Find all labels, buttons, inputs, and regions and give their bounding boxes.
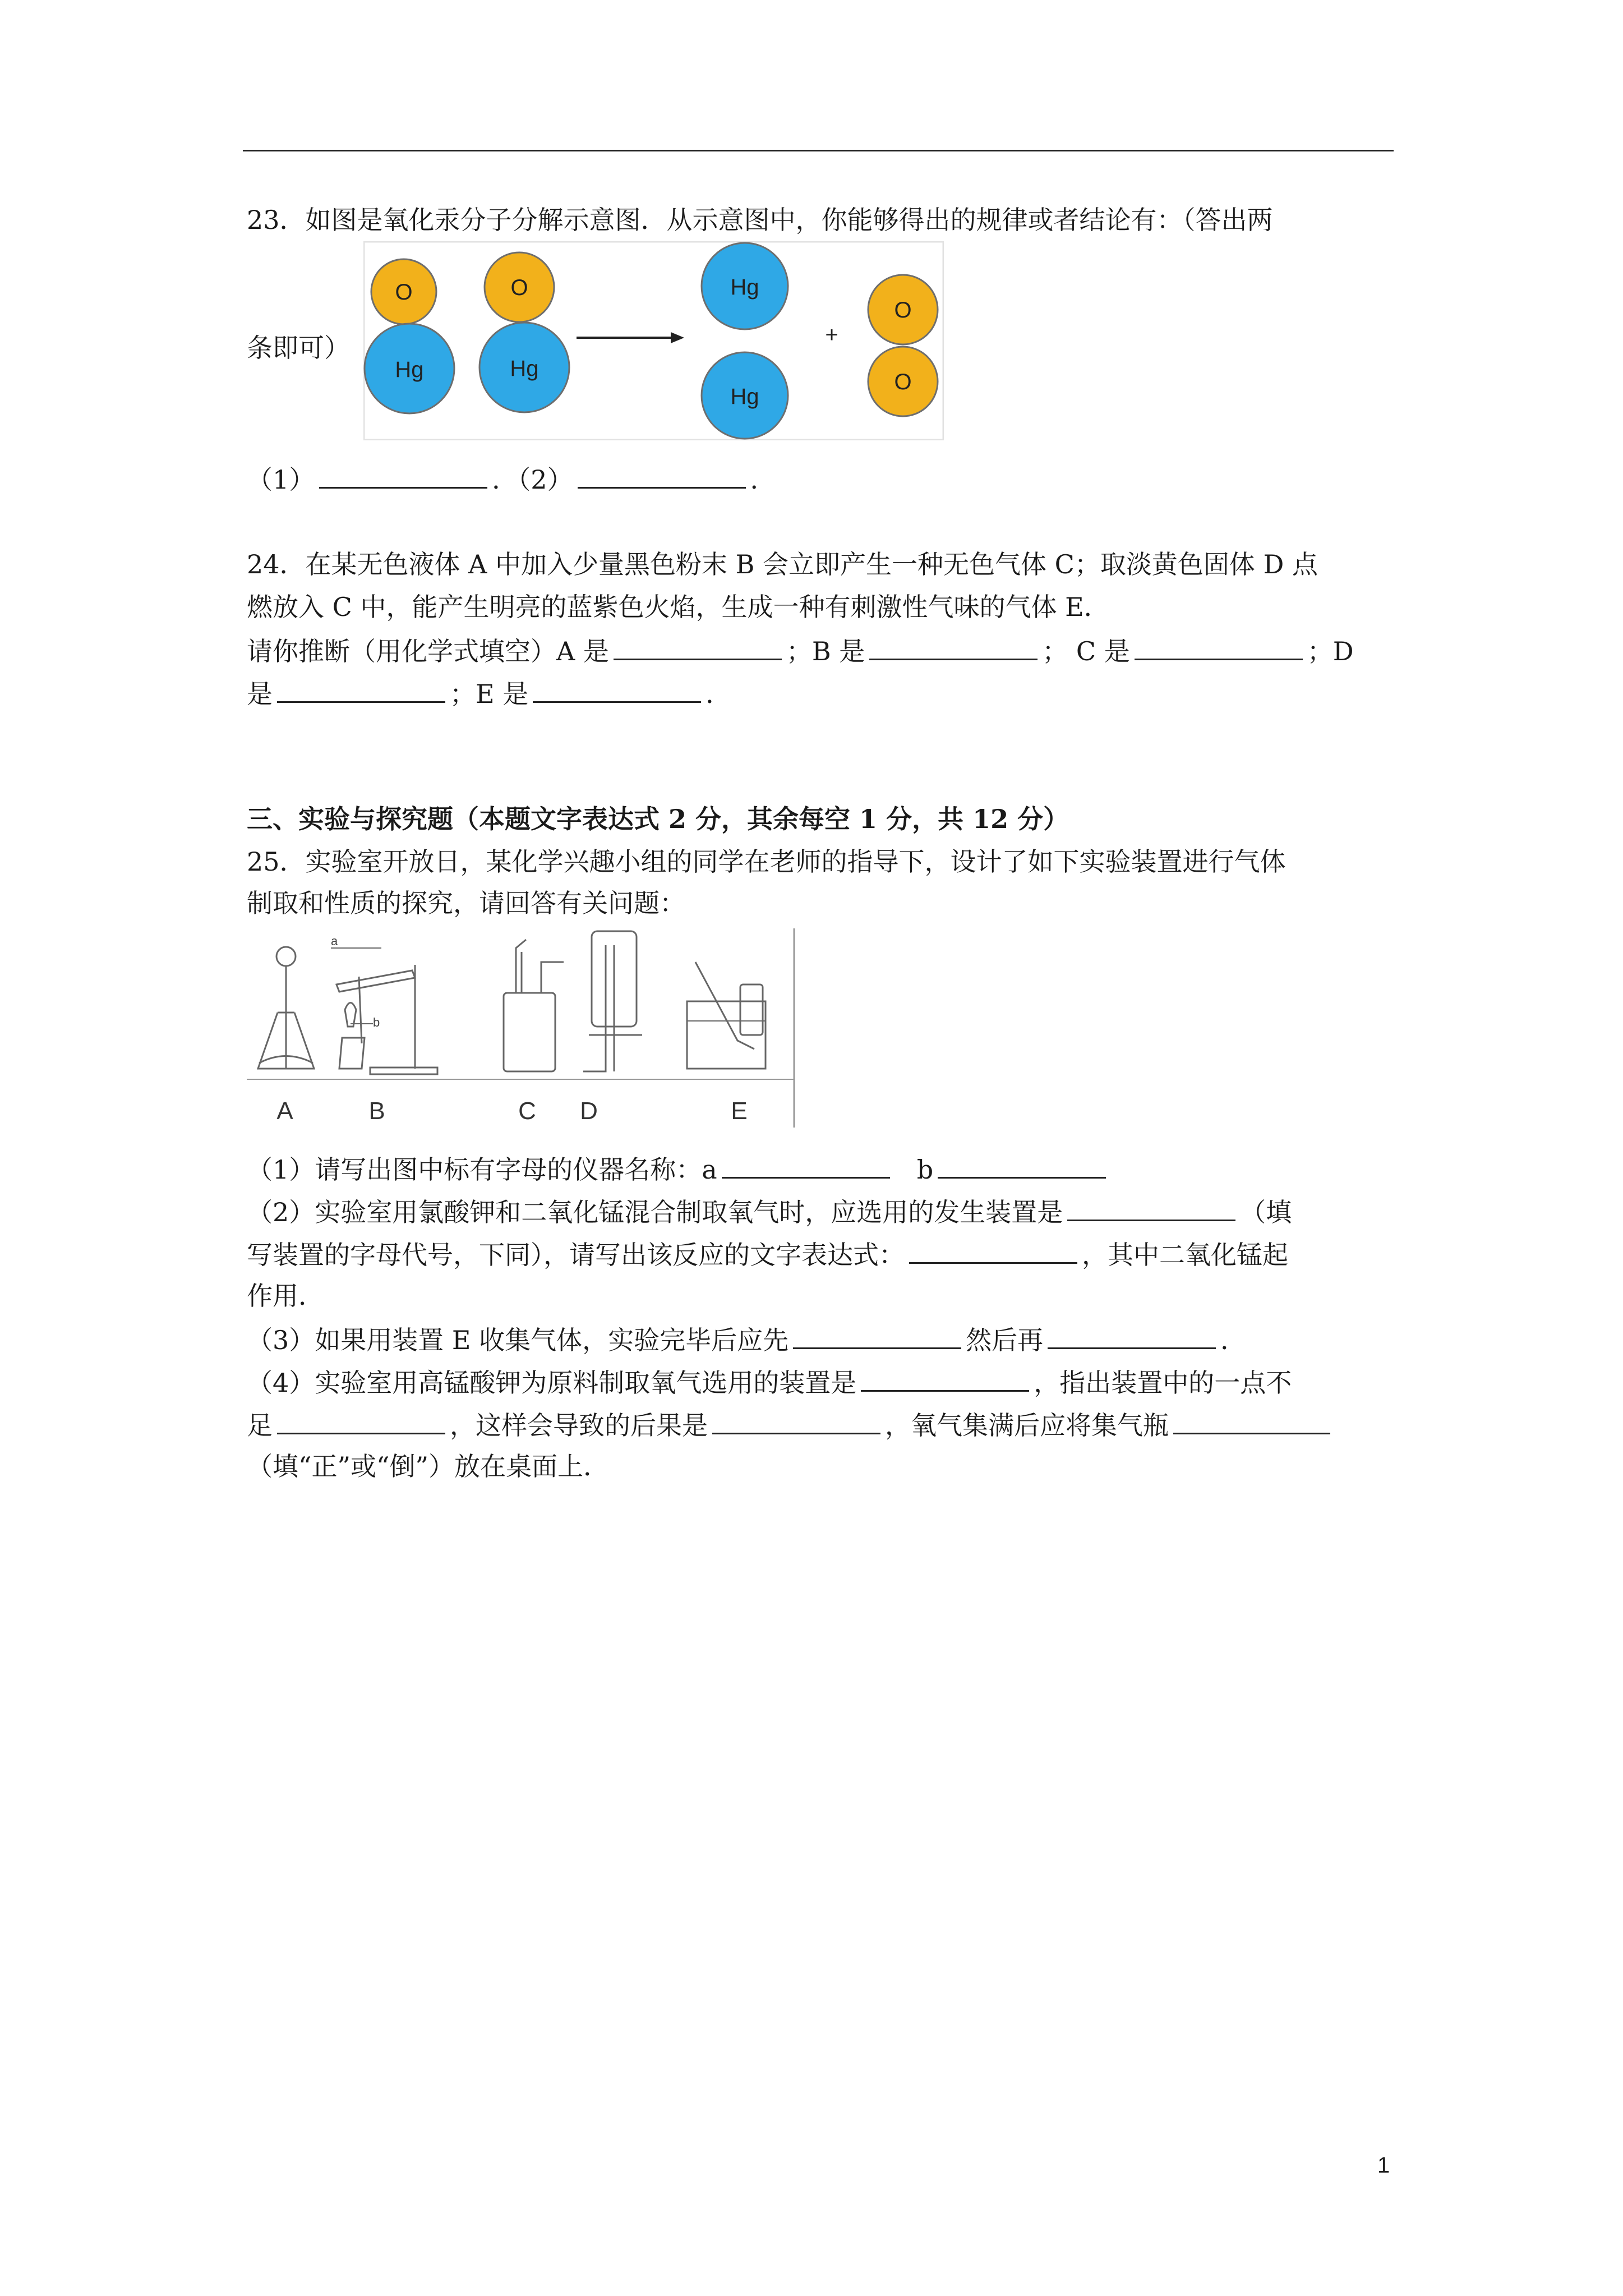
lab-apparatus-figure — [247, 928, 796, 1128]
q23-line2: 条即可） — [247, 333, 350, 363]
q25-p4-line1: （4）实验室用高锰酸钾为原料制取氧气选用的装置是 ，指出装置中的一点不 — [247, 1364, 1292, 1400]
q25-blank-b[interactable] — [938, 1151, 1106, 1179]
q23-blank-2[interactable] — [578, 461, 746, 489]
mercury-atom-label: Hg — [730, 384, 759, 409]
q24-blank-a[interactable] — [614, 633, 782, 660]
q25-p3: （3）如果用装置 E 收集气体，实验完毕后应先 然后再 ． — [247, 1322, 1246, 1357]
apparatus-d-inverted-bottle — [583, 931, 642, 1071]
apparatus-mark-a: a — [331, 934, 338, 948]
oxygen-atom-label: O — [510, 275, 528, 300]
q23-answer-line: （1） ．（2） ． — [247, 461, 776, 496]
section3-title: 三、实验与探究题（本题文字表达式 2 分，其余每空 1 分，共 12 分） — [247, 804, 1069, 834]
plus-sign: + — [825, 323, 838, 347]
q25-blank-expression[interactable] — [909, 1236, 1077, 1264]
q25-blank-device[interactable] — [861, 1364, 1029, 1392]
oxygen-atom-label: O — [894, 298, 912, 323]
apparatus-a-flask — [258, 947, 314, 1069]
q25-line1: 25．实验室开放日，某化学兴趣小组的同学在老师的指导下，设计了如下实验装置进行气体 — [247, 846, 1286, 877]
q25-p1: （1）请写出图中标有字母的仪器名称：a b — [247, 1151, 1110, 1186]
q25-p2-line3: 作用． — [247, 1281, 324, 1311]
q25-p4-line2: 足 ，这样会导致的后果是 ，氧气集满后应将集气瓶 — [247, 1407, 1335, 1442]
apparatus-label-b: B — [368, 1097, 385, 1125]
mercury-atom-label: Hg — [510, 356, 539, 381]
apparatus-e-water-trough — [687, 962, 766, 1069]
q25-blank-flaw[interactable] — [277, 1407, 445, 1434]
q25-p4-line3: （填“正”或“倒”）放在桌面上． — [247, 1451, 610, 1481]
header-rule — [243, 150, 1394, 151]
q24-blank-e[interactable] — [533, 675, 701, 703]
q25-line2: 制取和性质的探究，请回答有关问题： — [247, 888, 685, 918]
q24-line4: 是 ；E 是 ． — [247, 675, 731, 711]
apparatus-label-c: C — [518, 1097, 536, 1125]
apparatus-label-a: A — [276, 1097, 293, 1125]
q23-line1: 23．如图是氧化汞分子分解示意图．从示意图中，你能够得出的规律或者结论有：（答出两 — [247, 205, 1273, 235]
mercury-atom-label: Hg — [395, 357, 424, 382]
apparatus-c-bottle — [504, 940, 564, 1071]
apparatus-mark-b: b — [373, 1015, 380, 1029]
q24-line3: 请你推断（用化学式填空）A 是 ；B 是 ； C 是 ；D — [247, 633, 1354, 668]
q25-p2-line1: （2）实验室用氯酸钾和二氧化锰混合制取氧气时，应选用的发生装置是 （填 — [247, 1194, 1292, 1229]
apparatus-label-e: E — [731, 1097, 748, 1125]
q23-blank-1[interactable] — [319, 461, 487, 489]
q25-blank-first[interactable] — [793, 1322, 961, 1349]
apparatus-label-d: D — [580, 1097, 598, 1125]
q25-blank-a[interactable] — [722, 1151, 890, 1179]
oxygen-atom-label: O — [894, 370, 912, 394]
q25-blank-orientation[interactable] — [1173, 1407, 1330, 1434]
q24-line2: 燃放入 C 中，能产生明亮的蓝紫色火焰，生成一种有刺激性气味的气体 E． — [247, 592, 1110, 622]
oxygen-atom-label: O — [395, 280, 413, 305]
q24-blank-d[interactable] — [277, 675, 445, 703]
mercury-oxide-decomposition-diagram — [363, 241, 944, 440]
mercury-atom-label: Hg — [730, 275, 759, 300]
apparatus-b-heating-setup — [331, 948, 437, 1074]
q24-line1: 24．在某无色液体 A 中加入少量黑色粉末 B 会立即产生一种无色气体 C；取淡黄色固体 D 点 — [247, 549, 1318, 579]
q25-blank-then[interactable] — [1048, 1322, 1216, 1349]
q25-blank-generator[interactable] — [1067, 1194, 1235, 1221]
q24-blank-c[interactable] — [1135, 633, 1303, 660]
q25-p2-line2: 写装置的字母代号，下同），请写出该反应的文字表达式： ，其中二氧化锰起 — [247, 1236, 1288, 1272]
q24-blank-b[interactable] — [869, 633, 1038, 660]
q25-blank-result[interactable] — [712, 1407, 880, 1434]
page-number: 1 — [1377, 2153, 1390, 2178]
